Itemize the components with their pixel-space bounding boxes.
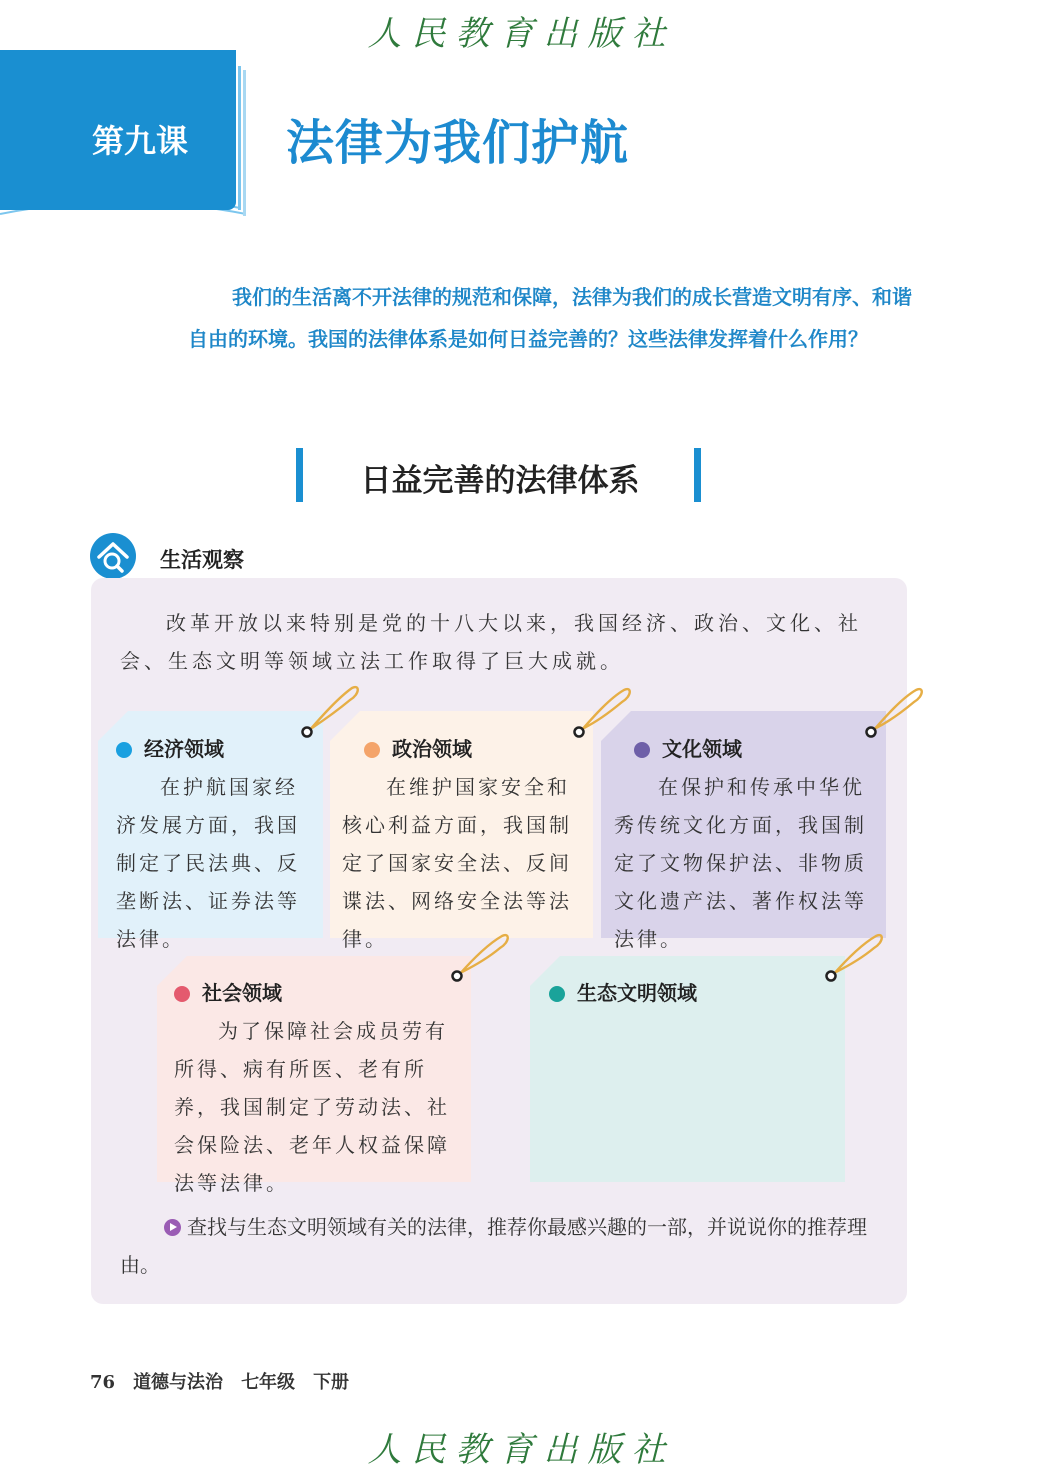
card-title-economy xyxy=(116,733,224,762)
lesson-title: 法律为我们护航 xyxy=(286,115,630,171)
play-bullet-icon xyxy=(164,1219,181,1236)
book-grade: 七年级 xyxy=(241,1372,296,1393)
task-text: 查找与生态文明领域有关的法律，推荐你最感兴趣的一部，并说说你的推荐理由。 xyxy=(120,1215,867,1277)
card-title-text: 经济领域 xyxy=(144,737,224,761)
card-body-society xyxy=(174,1012,464,1202)
book-volume: 下册 xyxy=(313,1372,350,1393)
lesson-intro xyxy=(188,276,912,360)
card-body-economy xyxy=(116,768,312,958)
card-title-text: 生态文明领域 xyxy=(577,981,697,1005)
card-dot xyxy=(364,742,380,758)
publisher-logo: 人民教育出版社 xyxy=(367,14,676,54)
card-dot xyxy=(634,742,650,758)
tag-string-icon xyxy=(858,684,928,744)
card-title-politics xyxy=(364,733,472,762)
lesson-number: 第九课 xyxy=(92,122,189,160)
card-dot xyxy=(116,742,132,758)
house-magnifier-icon xyxy=(90,533,136,579)
card-title-text: 社会领域 xyxy=(202,981,282,1005)
intro-text: 我们的生活离不开法律的规范和保障，法律为我们的成长营造文明有序、和谐自由的环境。我国的法律体系是如何日益完善的？这些法律发挥着什么作用？ xyxy=(188,285,912,351)
task-prompt xyxy=(120,1208,890,1284)
publisher-logo-bottom: 人民教育出版社 xyxy=(367,1430,676,1470)
card-dot xyxy=(549,986,565,1002)
observation-label: 生活观察 xyxy=(160,548,244,572)
tag-string-icon xyxy=(444,930,514,990)
observation-text xyxy=(120,604,882,680)
section-title: 日益完善的法律体系 xyxy=(360,463,640,499)
card-text: 在保护和传承中华优秀传统文化方面，我国制定了文物保护法、非物质文化遗产法、著作权法等法律。 xyxy=(614,775,867,951)
card-title-ecology xyxy=(549,977,697,1006)
tag-string-icon xyxy=(818,930,888,990)
observation-paragraph: 改革开放以来特别是党的十八大以来，我国经济、政治、文化、社会、生态文明等领域立法工作取得了巨大成就。 xyxy=(120,611,862,673)
card-text: 在护航国家经济发展方面，我国制定了民法典、反垄断法、证券法等法律。 xyxy=(116,775,300,951)
card-title-culture xyxy=(634,733,742,762)
card-text: 在维护国家安全和核心利益方面，我国制定了国家安全法、反间谍法、网络安全法等法律。 xyxy=(342,775,572,951)
card-text: 为了保障社会成员劳有所得、病有所医、老有所养，我国制定了劳动法、社会保险法、老年人权益保障法等法律。 xyxy=(174,1019,450,1195)
page-footer xyxy=(90,1368,367,1394)
card-title-text: 文化领域 xyxy=(662,737,742,761)
card-title-society xyxy=(174,977,282,1006)
book-subject: 道德与法治 xyxy=(133,1372,224,1393)
card-title-text: 政治领域 xyxy=(392,737,472,761)
section-bar-right xyxy=(694,448,701,502)
card-dot xyxy=(174,986,190,1002)
page-number: 76 xyxy=(90,1372,116,1393)
